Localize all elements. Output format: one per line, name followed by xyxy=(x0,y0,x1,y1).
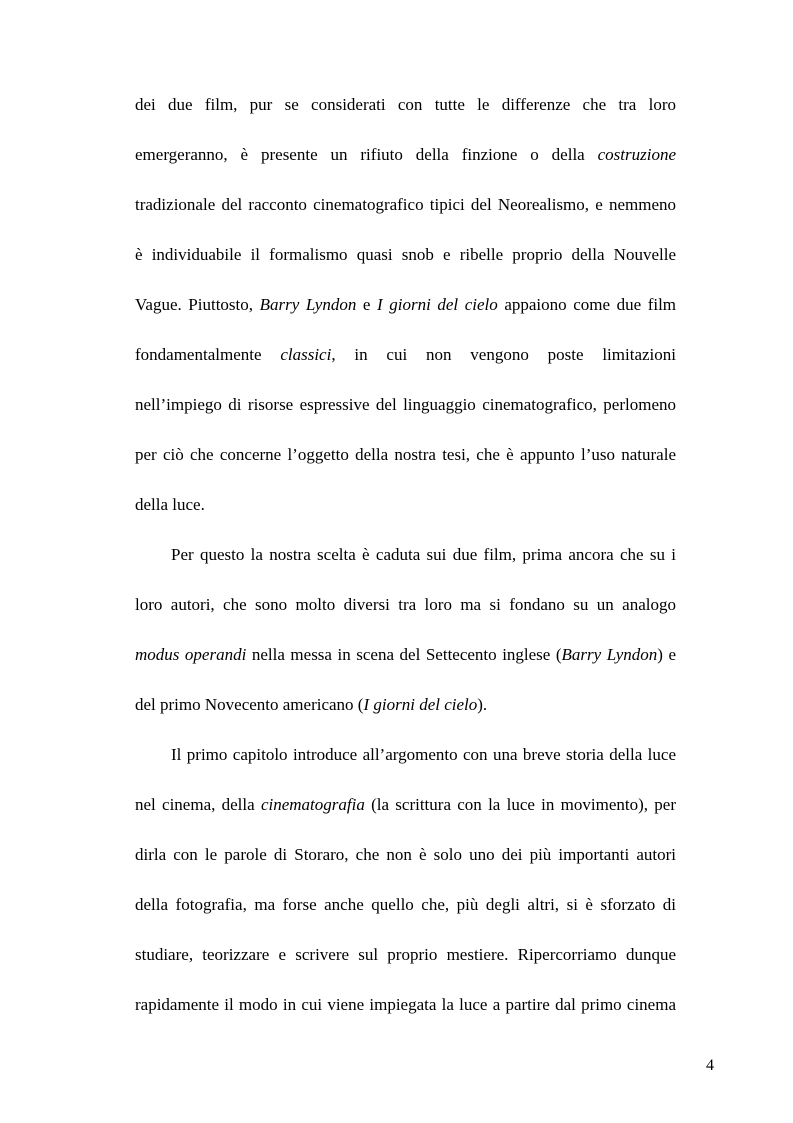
text-segment: nel cinema, della xyxy=(135,795,261,814)
italic-term-cinematografia: cinematografia xyxy=(260,795,365,814)
text-segment: studiare, teorizzare e scrivere sul proprio mestiere. Ripercorriamo dunque xyxy=(135,945,676,964)
text-segment: è individuabile il formalismo quasi snob e ribelle proprio della Nouvelle xyxy=(135,245,676,264)
text-segment: Per questo la nostra scelta è caduta sui due film, prima ancora che su i xyxy=(171,545,676,564)
text-segment: loro autori, che sono molto diversi tra loro ma si fondano su un analogo xyxy=(135,595,676,614)
text-line-19 xyxy=(135,992,676,1042)
text-segment: del primo Novecento americano ( xyxy=(135,695,364,714)
text-segment: dirla con le parole di Storaro, che non è solo uno dei più importanti autori xyxy=(135,845,676,864)
text-segment: della fotografia, ma forse anche quello che, più degli altri, si è sforzato di xyxy=(135,895,676,914)
text-segment: Il primo capitolo introduce all’argomento con una breve storia della luce xyxy=(171,745,676,764)
film-title-barry-lyndon: Barry Lyndon xyxy=(259,295,357,314)
text-segment: (la scrittura con la luce in movimento), per xyxy=(364,795,676,814)
text-line-6 xyxy=(135,342,676,392)
text-segment: della luce. xyxy=(135,495,205,514)
text-line-18 xyxy=(135,942,676,992)
body-text xyxy=(135,92,676,1042)
film-title-i-giorni-del-cielo: I giorni del cielo xyxy=(377,295,498,314)
text-line-7 xyxy=(135,392,676,442)
text-segment: emergeranno, è presente un rifiuto della finzione o della xyxy=(135,145,598,164)
text-line-2 xyxy=(135,142,676,192)
text-segment: appaiono come due film xyxy=(497,295,677,314)
text-line-5 xyxy=(135,292,676,342)
text-line-15 xyxy=(135,792,676,842)
italic-term-modus-operandi: modus operandi xyxy=(135,645,247,664)
text-line-8 xyxy=(135,442,676,492)
text-line-17 xyxy=(135,892,676,942)
text-segment: e xyxy=(356,295,378,314)
text-segment: dei due film, pur se considerati con tutte le differenze che tra loro xyxy=(135,95,676,114)
text-line-13 xyxy=(135,692,676,742)
italic-term-costruzione: costruzione xyxy=(597,145,676,164)
film-title-i-giorni-del-cielo: I giorni del cielo xyxy=(363,695,478,714)
text-segment: nella messa in scena del Settecento inglese ( xyxy=(246,645,562,664)
text-line-11 xyxy=(135,592,676,642)
text-line-14 xyxy=(135,742,676,792)
page-number: 4 xyxy=(706,1057,714,1074)
text-segment: tradizionale del racconto cinematografico tipici del Neorealismo, e nemmeno xyxy=(135,195,676,214)
text-segment: per ciò che concerne l’oggetto della nostra tesi, che è appunto l’uso naturale xyxy=(135,445,676,464)
text-segment: fondamentalmente xyxy=(135,345,281,364)
text-line-4 xyxy=(135,242,676,292)
text-line-16 xyxy=(135,842,676,892)
text-segment: ) e xyxy=(657,645,676,664)
text-segment: Vague. Piuttosto, xyxy=(135,295,260,314)
text-line-12 xyxy=(135,642,676,692)
text-segment: rapidamente il modo in cui viene impiegata la luce a partire dal primo cinema xyxy=(135,995,676,1014)
text-segment: ). xyxy=(477,695,488,714)
text-line-1 xyxy=(135,92,676,142)
film-title-barry-lyndon: Barry Lyndon xyxy=(561,645,658,664)
text-segment: , in cui non vengono poste limitazioni xyxy=(331,345,676,364)
text-segment: nell’impiego di risorse espressive del linguaggio cinematografico, perlomeno xyxy=(135,395,676,414)
text-line-3 xyxy=(135,192,676,242)
italic-term-classici: classici xyxy=(280,345,332,364)
text-line-9 xyxy=(135,492,676,542)
text-line-10 xyxy=(135,542,676,592)
